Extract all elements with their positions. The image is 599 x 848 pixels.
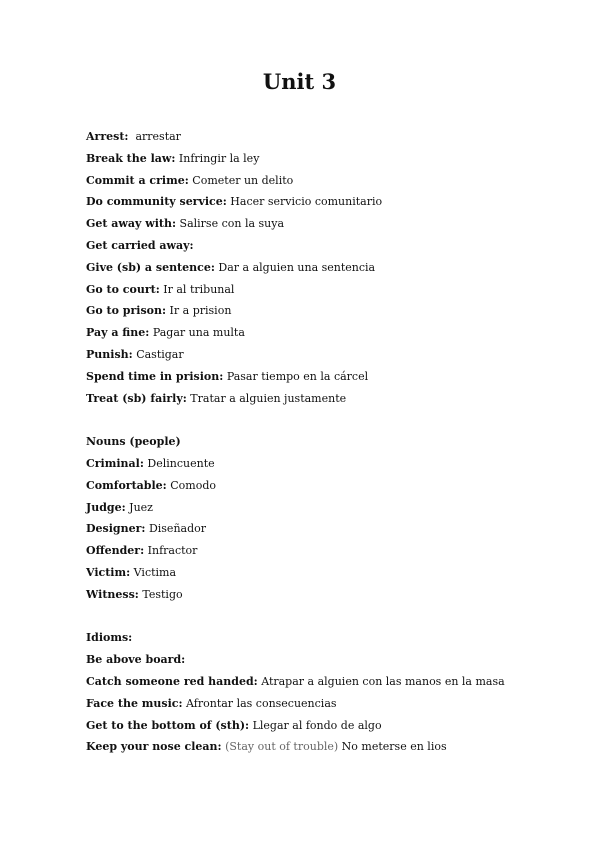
vocab-entry: [86, 693, 576, 715]
vocab-entry: [86, 300, 576, 322]
vocab-term: Get away with:: [86, 217, 177, 231]
vocab-entry: [86, 736, 576, 758]
section-spacer: [86, 606, 576, 628]
vocab-entry: [86, 366, 576, 388]
vocab-term: Be above board:: [86, 653, 186, 667]
vocab-term: Break the law:: [86, 151, 176, 165]
vocab-definition: No meterse en lios: [338, 740, 447, 754]
vocab-term: Go to court:: [86, 282, 160, 296]
vocab-definition: Tratar a alguien justamente: [186, 391, 347, 405]
vocab-definition: Ir al tribunal: [159, 282, 235, 296]
vocab-entry: [86, 213, 576, 235]
vocab-entry: [86, 649, 576, 671]
vocab-term: Do community service:: [86, 195, 227, 209]
section-heading-idioms: Idioms:: [86, 631, 133, 645]
vocab-term: Witness:: [86, 587, 139, 601]
vocab-entry: [86, 715, 576, 737]
vocab-definition: Cometer un delito: [188, 173, 294, 187]
vocab-term: Arrest:: [86, 130, 129, 143]
vocab-definition: Llegar al fondo de algo: [249, 718, 382, 732]
vocab-entry: [86, 126, 576, 148]
vocab-entry: [86, 279, 576, 301]
section-heading-nouns: Nouns (people): [86, 435, 181, 449]
vocab-term: Keep your nose clean:: [86, 740, 222, 754]
vocab-definition: Afrontar las consecuencias: [182, 696, 337, 710]
vocab-entry: [86, 518, 576, 540]
vocab-entry: [86, 540, 576, 562]
vocab-term: Go to prison:: [86, 304, 167, 318]
section-spacer: [86, 409, 576, 431]
page-title: Unit 3: [262, 69, 337, 94]
vocab-definition: Pasar tiempo en la cárcel: [223, 369, 369, 383]
vocab-term: Pay a fine:: [86, 326, 150, 340]
vocab-term: Judge:: [86, 500, 126, 514]
vocab-term: Criminal:: [86, 456, 144, 470]
vocab-term: Catch someone red handed:: [86, 674, 258, 688]
vocab-definition: Testigo: [138, 587, 183, 601]
vocab-entry: [86, 191, 576, 213]
vocab-definition: Infringir la ley: [175, 151, 260, 165]
vocab-entry: [86, 497, 576, 519]
vocab-term: Offender:: [86, 544, 145, 558]
vocab-entry: [86, 344, 576, 366]
vocab-definition: Pagar una multa: [149, 326, 245, 340]
vocab-definition: Castigar: [132, 347, 184, 361]
vocab-entry: [86, 170, 576, 192]
vocab-term: Get to the bottom of (sth):: [86, 718, 250, 732]
vocab-definition: Victima: [130, 565, 177, 579]
vocabulary-list: [86, 126, 576, 758]
vocab-definition: Diseñador: [145, 522, 207, 536]
vocab-entry: [86, 148, 576, 170]
vocab-entry: [86, 235, 576, 257]
vocab-term: Treat (sb) fairly:: [86, 391, 187, 405]
vocab-entry: [86, 322, 576, 344]
vocab-entry: [86, 584, 576, 606]
vocab-entry: [86, 388, 576, 410]
vocab-definition: Hacer servicio comunitario: [226, 195, 383, 209]
vocab-entry: [86, 475, 576, 497]
vocab-term: Commit a crime:: [86, 173, 189, 187]
vocab-term: Spend time in prision:: [86, 369, 224, 383]
vocab-definition: Dar a alguien una sentencia: [214, 260, 376, 274]
vocab-term: Get carried away:: [86, 238, 194, 252]
vocab-definition: arrestar: [128, 130, 181, 143]
vocab-term: Give (sb) a sentence:: [86, 260, 215, 274]
vocab-definition: Delincuente: [143, 456, 215, 470]
vocab-definition: Comodo: [166, 478, 216, 492]
vocab-term: Victim:: [86, 565, 131, 579]
vocab-term: Face the music:: [86, 696, 183, 710]
vocab-term: Designer:: [86, 522, 146, 536]
vocab-entry: [86, 453, 576, 475]
vocab-note: (Stay out of trouble): [221, 740, 339, 754]
vocab-definition: Salirse con la suya: [176, 217, 285, 231]
vocab-entry: [86, 257, 576, 279]
vocab-entry: [86, 671, 576, 693]
vocab-term: Comfortable:: [86, 478, 167, 492]
vocab-definition: Juez: [125, 500, 153, 514]
vocab-entry: [86, 562, 576, 584]
vocab-definition: Infractor: [144, 544, 198, 558]
vocab-definition: Atrapar a alguien con las manos en la masa: [257, 674, 505, 688]
vocab-definition: Ir a prision: [166, 304, 232, 318]
vocab-term: Punish:: [86, 347, 133, 361]
